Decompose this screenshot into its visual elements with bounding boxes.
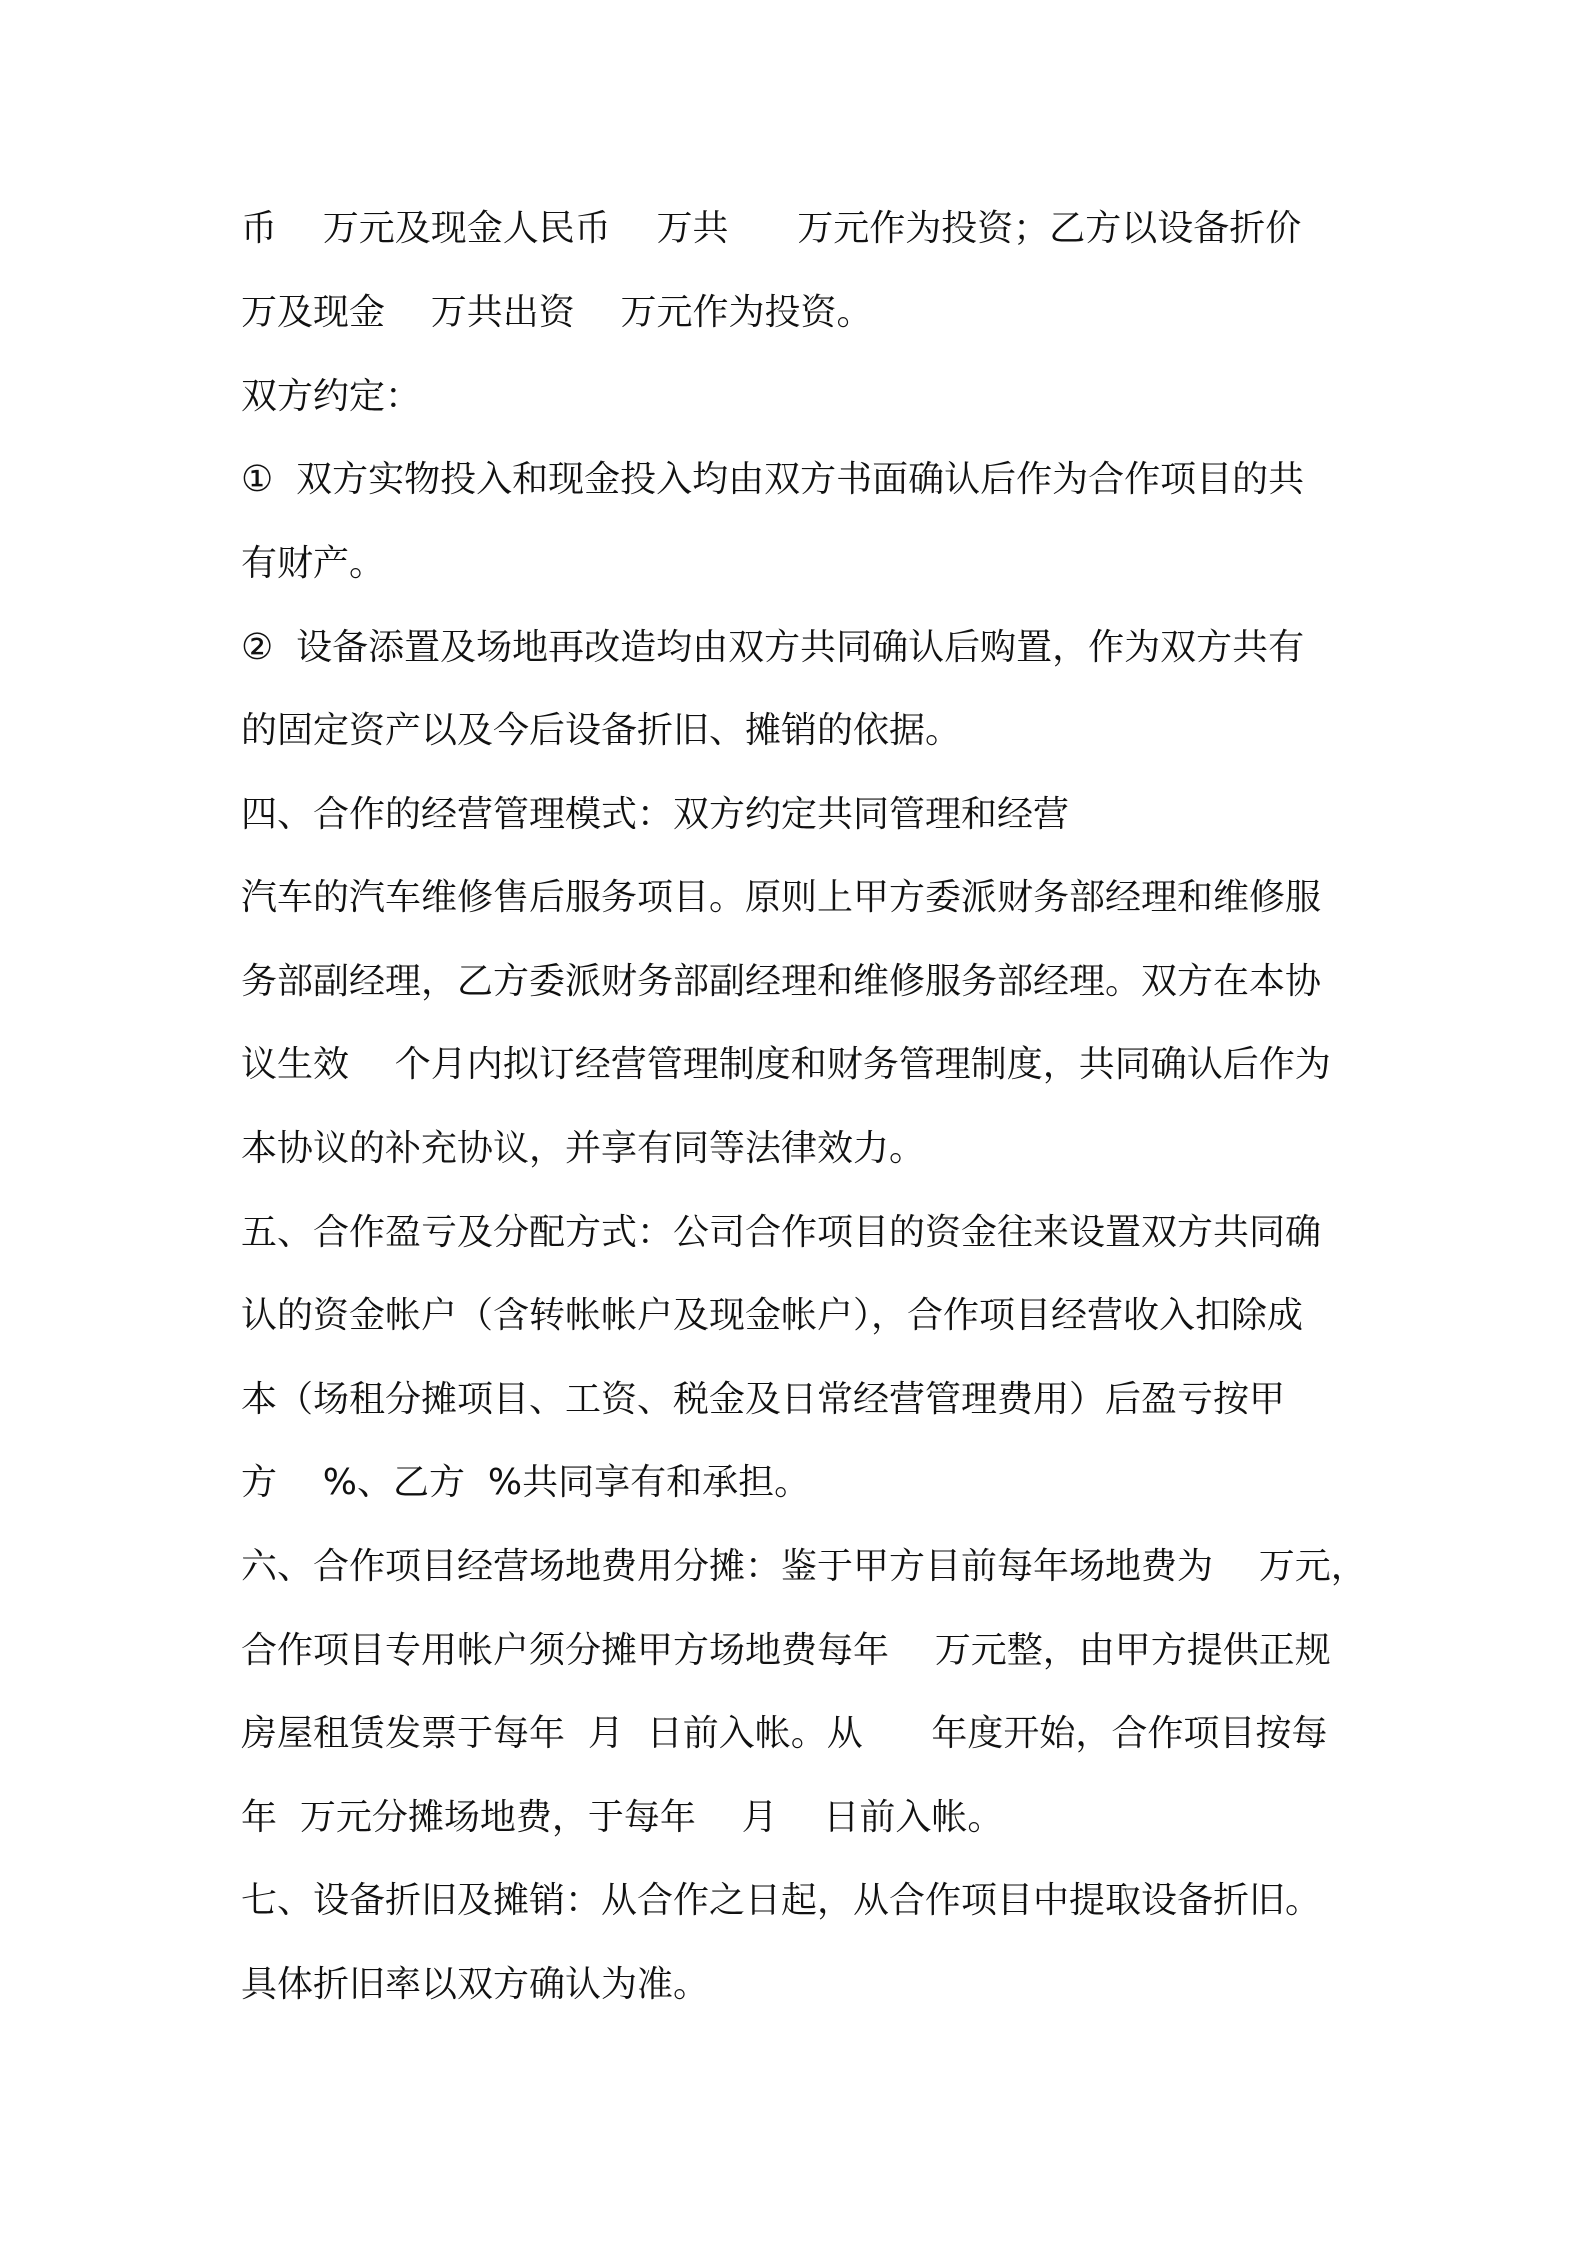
- paragraph-line: 务部副经理，乙方委派财务部副经理和维修服务部经理。双方在本协: [241, 961, 1322, 1002]
- section-heading-line: 六、合作项目经营场地费用分摊：鉴于甲方目前每年场地费为 万元，: [241, 1546, 1367, 1587]
- paragraph-line: 汽车的汽车维修售后服务项目。原则上甲方委派财务部经理和维修服: [241, 877, 1322, 918]
- paragraph-line: 币 万元及现金人民币 万共 万元作为投资；乙方以设备折价: [241, 208, 1302, 249]
- paragraph-line: 房屋租赁发票于每年 月 日前入帐。从 年度开始，合作项目按每: [241, 1713, 1328, 1754]
- list-item-line: ② 设备添置及场地再改造均由双方共同确认后购置，作为双方共有: [241, 627, 1305, 668]
- paragraph-line: 具体折旧率以双方确认为准。: [241, 1964, 710, 2005]
- list-item-line: ① 双方实物投入和现金投入均由双方书面确认后作为合作项目的共: [241, 459, 1305, 500]
- paragraph-line: 双方约定：: [241, 376, 422, 417]
- paragraph-line: 议生效 个月内拟订经营管理制度和财务管理制度，共同确认后作为: [241, 1044, 1331, 1085]
- section-heading-line: 七、设备折旧及摊销：从合作之日起，从合作项目中提取设备折旧。: [241, 1880, 1322, 1921]
- section-heading-line: 四、合作的经营管理模式：双方约定共同管理和经营: [241, 794, 1070, 835]
- paragraph-line: 万及现金 万共出资 万元作为投资。: [241, 292, 873, 333]
- list-item-line: 有财产。: [241, 543, 386, 584]
- section-heading-line: 五、合作盈亏及分配方式：公司合作项目的资金往来设置双方共同确: [241, 1212, 1322, 1253]
- paragraph-line: 年 万元分摊场地费，于每年 月 日前入帐。: [241, 1797, 1004, 1838]
- paragraph-line: 本协议的补充协议，并享有同等法律效力。: [241, 1128, 926, 1169]
- paragraph-line: 本（场租分摊项目、工资、税金及日常经营管理费用）后盈亏按甲: [241, 1379, 1286, 1420]
- paragraph-line: 合作项目专用帐户须分摊甲方场地费每年 万元整，由甲方提供正规: [241, 1630, 1331, 1671]
- list-item-line: 的固定资产以及今后设备折旧、摊销的依据。: [241, 710, 962, 751]
- paragraph-line: 方 %、乙方 %共同享有和承担。: [241, 1462, 811, 1503]
- paragraph-line: 认的资金帐户（含转帐帐户及现金帐户），合作项目经营收入扣除成: [241, 1295, 1304, 1336]
